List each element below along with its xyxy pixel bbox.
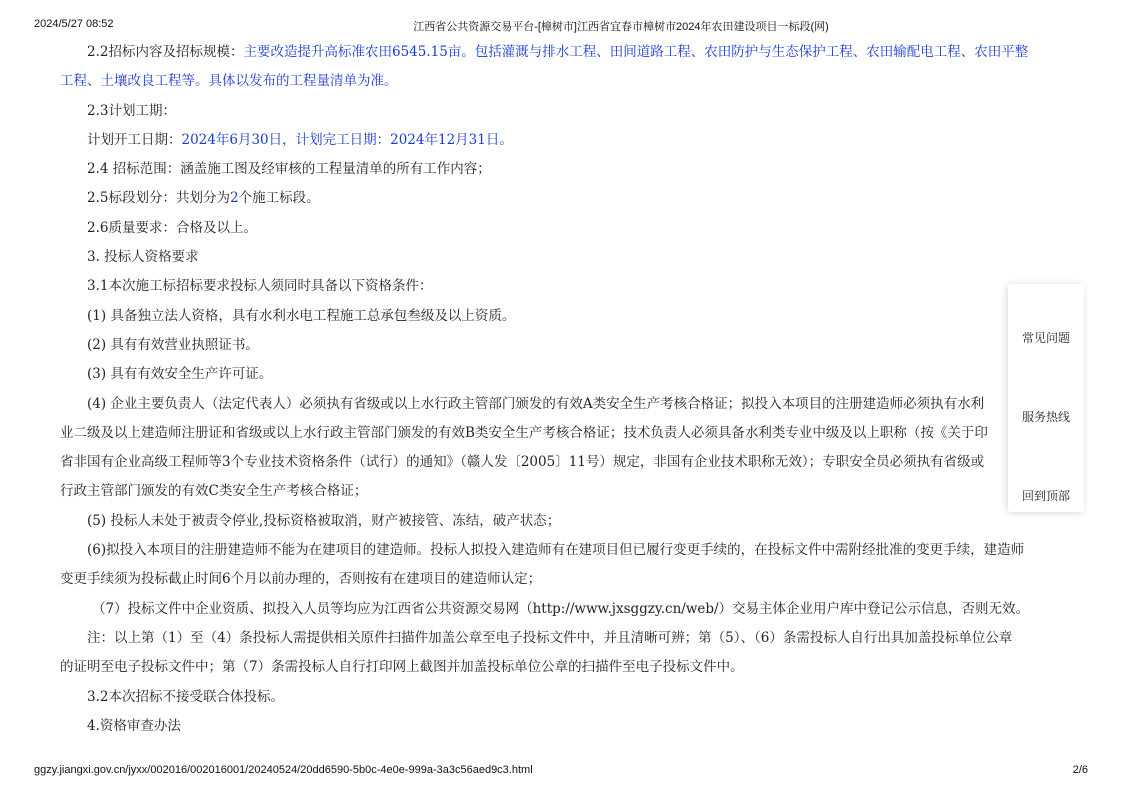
scope-text-cont: 工程、土壤改良工程等。具体以发布的工程量清单为准。 [60,73,398,90]
requirement-3: (3) 具有有效安全生产许可证。 [87,366,273,383]
print-datetime: 2024/5/27 08:52 [34,18,114,30]
requirement-5: (5) 投标人未处于被责令停业,投标资格被取消，财产被接管、冻结，破产状态； [87,512,561,529]
requirement-4-cont-1: 业二级及以上建造师注册证和省级或以上水行政主管部门颁发的有效B类安全生产考核合格证；技术负责人必须具备水利类专业中级及以上职称（按《关于印 [60,424,988,441]
note: 注：以上第（1）至（4）条投标人需提供相关原件扫描件加盖公章至电子投标文件中，并且清晰可辨；第（5）、（6）条需投标人自行出具加盖投标单位公章 [87,629,1013,646]
paragraph-3-2: 3.2本次招标不接受联合体投标。 [87,688,284,705]
paragraph-2-2-cont [60,67,1060,96]
paragraph-schedule [60,126,1060,155]
print-header [0,18,1122,36]
back-to-top-button[interactable]: 回到顶部 [1021,489,1070,503]
label-2-2: 2.2招标内容及招标规模： [87,44,244,60]
note-cont: 的证明至电子投标文件中；第（7）条需投标人自行打印网上截图并加盖投标单位公章的扫描件至电子投标文件中。 [60,659,744,676]
section-count: 2 [229,190,239,207]
paragraph-2-6: 2.6质量要求：合格及以上。 [87,219,257,236]
heading-3: 3. 投标人资格要求 [87,249,199,266]
paragraph-2-3: 2.3计划工期： [87,102,176,119]
floating-service-sidebar [1008,284,1084,512]
page-number: 2/6 [1072,764,1088,776]
requirement-4: (4) 企业主要负责人（法定代表人）必须执有省级或以上水行政主管部门颁发的有效A类安全生产考核合格证；拟投入本项目的注册建造师必须执有水利 [87,395,985,412]
print-url: ggzy.jiangxi.gov.cn/jyxx/002016/002016001/20240524/20dd6590-5b0c-4e0e-999a-3a3c56aed9c3.html [34,764,533,776]
heading-4: 4.资格审查办法 [87,717,181,734]
requirement-4-cont-3: 行政主管部门颁发的有效C类安全生产考核合格证； [60,483,368,500]
faq-link[interactable]: 常见问题 [1021,331,1070,345]
requirement-2: (2) 具有有效营业执照证书。 [87,336,259,353]
print-page-title: 江西省公共资源交易平台-[樟树市]江西省宜春市樟树市2024年农田建设项目一标段(网) [413,21,829,33]
paragraph-3-1: 3.1本次施工标招标要求投标人须同时具备以下资格条件： [87,278,433,295]
scope-text: 主要改造提升高标准农田6545.15亩。包括灌溉与排水工程、田间道路工程、农田防护与生态保护工程、农田输配电工程、农田平整 [243,44,1029,60]
section-suffix: 个施工标段。 [238,190,320,207]
schedule-label: 计划开工日期： [87,131,182,148]
announcement-body [60,38,1060,741]
section-label: 2.5标段划分：共划分为 [87,190,230,207]
paragraph-2-2 [60,38,1060,67]
requirement-1: (1) 具备独立法人资格，具有水利水电工程施工总承包叁级及以上资质。 [87,307,516,324]
paragraph-2-5 [60,184,1060,213]
requirement-6-cont: 变更手续须为投标截止时间6个月以前办理的，否则按有在建项目的建造师认定； [60,571,542,588]
requirement-4-cont-2: 省非国有企业高级工程师等3个专业技术资格条件（试行）的通知》（赣人发〔2005〕11号）规定，非国有企业技术职称无效）；专职安全员必须执有省级或 [60,454,985,471]
requirement-7: （7）投标文件中企业资质、拟投入人员等均应为江西省公共资源交易网（http://www.jxsggzy.cn/web/）交易主体企业用户库中登记公示信息，否则无效。 [92,600,1030,617]
paragraph-2-4: 2.4 招标范围：涵盖施工图及经审核的工程量清单的所有工作内容； [87,161,491,178]
requirement-6: (6)拟投入本项目的注册建造师不能为在建项目的建造师。投标人拟投入建造师有在建项目但已履行变更手续的，在投标文件中需附经批准的变更手续，建造师 [87,542,1025,559]
schedule-dates: 2024年6月30日，计划完工日期：2024年12月31日。 [181,131,513,148]
service-hotline-link[interactable]: 服务热线 [1021,410,1070,424]
